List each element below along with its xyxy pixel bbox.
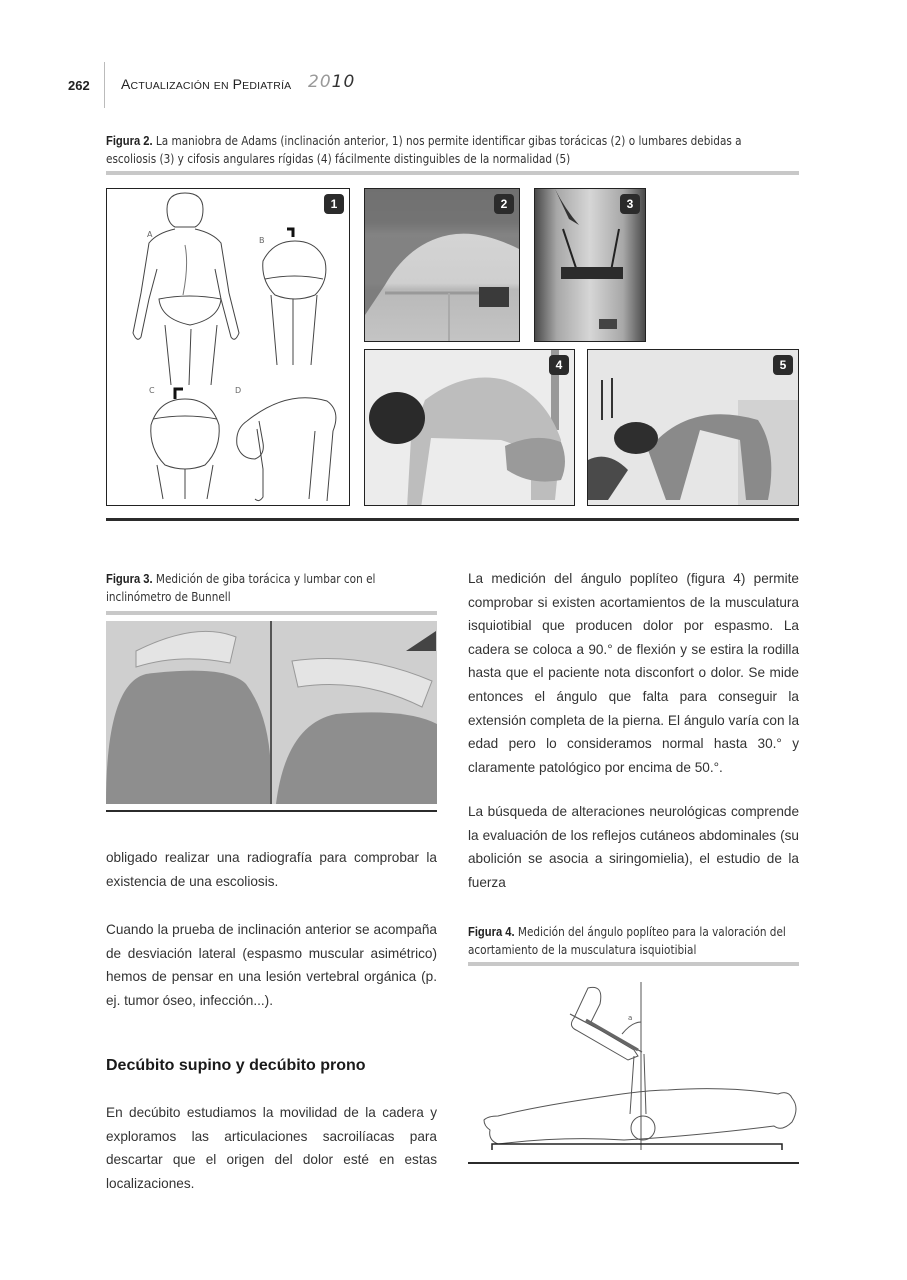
svg-text:a: a: [628, 1014, 633, 1022]
figure3-top-rule: [106, 611, 437, 615]
panel-badge-5: 5: [773, 355, 793, 375]
section-heading: Decúbito supino y decúbito prono: [106, 1057, 366, 1074]
popliteal-angle-drawing: [468, 970, 799, 1150]
figure3-caption-text: Medición de giba torácica y lumbar con el inclinómetro de Bunnell: [106, 572, 376, 604]
kyphosis-bend-photo: [365, 350, 574, 505]
figure3-caption: [106, 570, 441, 606]
figure3-label: Figura 3.: [106, 571, 153, 586]
figure2-top-rule: [106, 171, 799, 175]
left-column-para-2: [106, 918, 437, 1012]
svg-text:C: C: [149, 386, 155, 395]
left-column-para-3: [106, 1101, 437, 1195]
panel-badge-4: 4: [549, 355, 569, 375]
page-number: 262: [68, 78, 90, 93]
header-title-en: EN: [213, 80, 229, 92]
paragraph-neurological: La búsqueda de alteraciones neurológicas comprende la evaluación de los reflejos cutáneos abdominales (su abolición se asocia a siringomielia), el estudio de la fuerza: [468, 804, 799, 890]
figure2-bottom-rule: [106, 518, 799, 521]
figure4-top-rule: [468, 962, 799, 966]
header-title-initial-1: A: [121, 76, 131, 92]
figure2-panel-1: [106, 188, 350, 506]
panel-badge-2: 2: [494, 194, 514, 214]
figure2-caption: [106, 132, 785, 168]
figure2-caption-text: La maniobra de Adams (inclinación anterior, 1) nos permite identificar gibas torácicas (2) o lumbares debidas a escoliosis (3) y cifosis angulares rígidas (4) fácilmente distinguibles de la normalidad (5): [106, 134, 742, 166]
header-title-rest-1: CTUALIZACIÓN: [130, 80, 210, 92]
svg-text:A: A: [147, 230, 153, 239]
header-divider: [104, 62, 105, 108]
header-title-rest-2: EDIATRÍA: [242, 80, 292, 92]
figure2-label: Figura 2.: [106, 133, 153, 148]
paragraph-popliteal-angle: La medición del ángulo poplíteo (figura 4) permite comprobar si existen acortamientos de la musculatura isquiotibial que producen dolor por espasmo. La cadera se coloca a 90.° de flexión y se estira la rodilla hasta que el paciente nota disconfort o dolor. Se mide entonces el ángulo que falta para conseguir la extensión completa de la pierna. El ángulo varía con la edad pero lo consideramos normal hasta 30.° y claramente patológico por encima de 50.°.: [468, 571, 799, 775]
left-column-para-1: [106, 846, 437, 893]
bunnell-inclinometer-photo: [106, 621, 437, 804]
figure3-image: [106, 621, 437, 804]
figure4-image: [468, 970, 799, 1150]
panel-badge-1: 1: [324, 194, 344, 214]
year-light: 20: [308, 72, 332, 92]
paragraph-continuation: obligado realizar una radiografía para comprobar la existencia de una escoliosis.: [106, 850, 437, 889]
figure2-panel-2: [364, 188, 520, 342]
figure2-panel-3: [534, 188, 646, 342]
adams-test-drawing: [107, 189, 349, 505]
paragraph-lateral-deviation: Cuando la prueba de inclinación anterior se acompaña de desviación lateral (espasmo muscular asimétrico) hemos de pensar en una lesión vertebral orgánica (p. ej. tumor óseo, infección...).: [106, 922, 437, 1008]
header-title-initial-2: P: [232, 76, 243, 92]
right-column-para-1: [468, 567, 799, 779]
right-column-para-2: [468, 800, 799, 894]
panel-badge-3: 3: [620, 194, 640, 214]
figure4-caption: [468, 923, 803, 959]
svg-text:D: D: [235, 386, 242, 395]
figure3-bottom-rule: [106, 810, 437, 812]
figure4-caption-text: Medición del ángulo poplíteo para la valoración del acortamiento de la musculatura isquiotibial: [468, 925, 786, 957]
paragraph-decubito: En decúbito estudiamos la movilidad de la cadera y exploramos las articulaciones sacroilíacas para descartar que el origen del dolor esté en estas localizaciones.: [106, 1105, 437, 1191]
running-header-title: [121, 76, 291, 92]
normal-bend-photo: [588, 350, 798, 505]
header-year: [308, 72, 355, 92]
figure2-panel-5: [587, 349, 799, 506]
figure2-panel-4: [364, 349, 575, 506]
figure4-label: Figura 4.: [468, 924, 515, 939]
figure4-bottom-rule: [468, 1162, 799, 1164]
svg-text:B: B: [259, 236, 265, 245]
year-dark: 10: [331, 72, 356, 92]
